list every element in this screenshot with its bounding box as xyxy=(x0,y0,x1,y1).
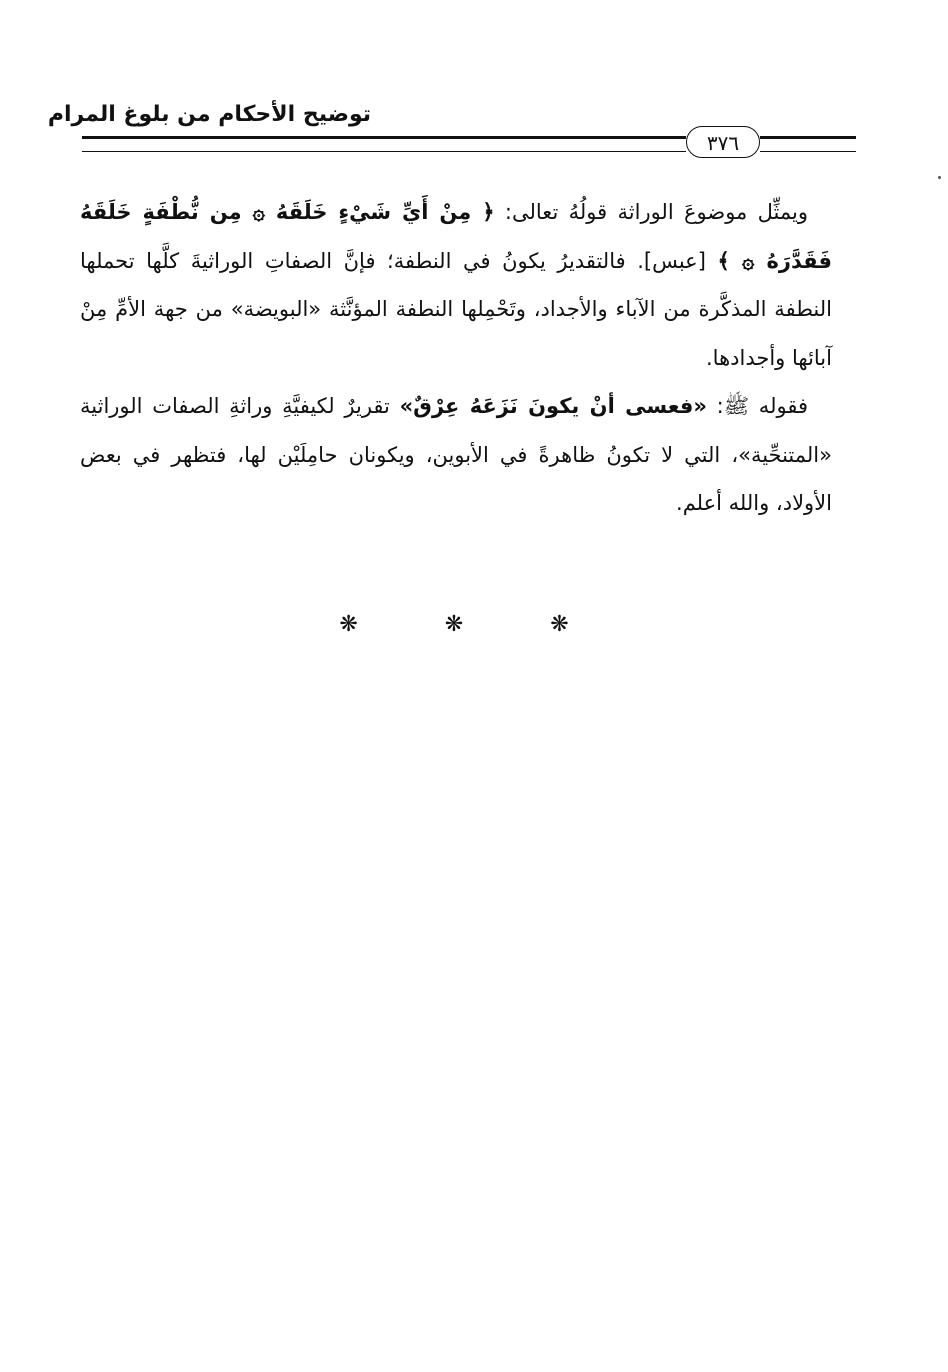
p2-rest: تقريرٌ لكيفيَّةِ وراثةِ الصفات الوراثية «المتنحِّية»، التي لا تكونُ ظاهرةً في الأبوين، ويكونان حامِلَيْن لها، فتظهر في بعض الأولاد، والله أعلم. xyxy=(80,394,832,515)
header-rule-left xyxy=(82,136,686,152)
header-rule-right xyxy=(760,136,856,152)
book-title: توضيح الأحكام من بلوغ المرام xyxy=(47,102,371,127)
scan-speck xyxy=(938,176,941,179)
p1-intro: ويمثِّل موضوعَ الوراثة قولُهُ تعالى: xyxy=(494,200,809,224)
page-number: ٣٧٦ xyxy=(686,126,760,158)
hadith-quote: «فعسى أنْ يكونَ نَزَعَهُ عِرْقٌ» xyxy=(399,394,707,418)
quran-verse: ﴿ مِنْ أَيِّ شَيْءٍ خَلَقَهُ ۞ مِن نُّطْفَةٍ خَلَقَهُ فَقَدَّرَهُ ۞ ﴾ xyxy=(80,200,832,273)
paragraph-2 xyxy=(80,382,832,528)
paragraph-1 xyxy=(80,188,832,382)
main-text xyxy=(80,188,832,528)
p2-intro: فقوله ﷺ: xyxy=(706,394,808,418)
section-separator: ❋ ❋ ❋ xyxy=(339,612,609,637)
p1-rest: [عبس]. فالتقديرُ يكونُ في النطفة؛ فإنَّ الصفاتِ الوراثيةَ كلَّها تحملها النطفة المذكَّرة من الآباء والأجداد، وتَحْمِلها النطفة المؤنَّثة «البويضة» من جهة الأمِّ مِنْ آبائها وأجدادها. xyxy=(80,248,832,370)
